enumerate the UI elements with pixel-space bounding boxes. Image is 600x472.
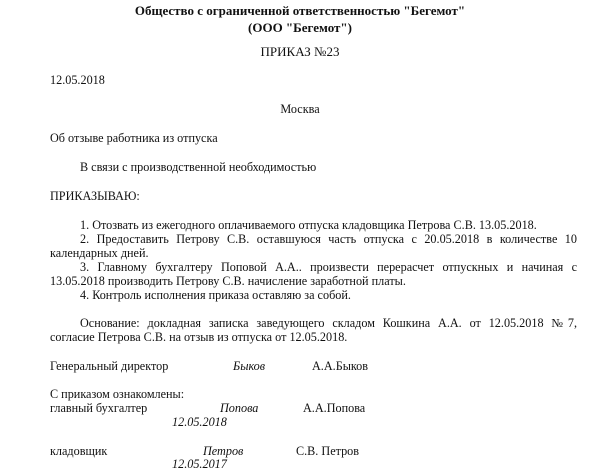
order-item-1: 1. Отозвать из ежегодного оплачиваемого отпуска кладовщика Петрова С.В. 13.05.2018.: [80, 218, 537, 232]
order-basis-line-2: согласие Петрова С.В. на отзыв из отпуска от 12.05.2018.: [50, 330, 348, 344]
storekeeper-date: 12.05.2017: [172, 457, 227, 471]
storekeeper-signature: Петров: [203, 444, 244, 458]
director-signature: Быков: [233, 359, 266, 373]
order-item-2-line-1: 2. Предоставить Петрову С.В. оставшуюся часть отпуска с 20.05.2018 в количестве 10: [80, 232, 577, 246]
accountant-date: 12.05.2018: [172, 415, 227, 429]
order-item-3-line-1: 3. Главному бухгалтеру Поповой А.А.. произвести перерасчет отпускных и начиная с: [80, 260, 577, 274]
accountant-name: А.А.Попова: [303, 401, 366, 415]
order-city: Москва: [280, 102, 320, 116]
organization-short-name: (ООО "Бегемот"): [248, 20, 352, 35]
order-subject: Об отзыве работника из отпуска: [50, 131, 218, 145]
accountant-title: главный бухгалтер: [50, 401, 148, 415]
order-directive-word: ПРИКАЗЫВАЮ:: [50, 189, 140, 203]
director-title: Генеральный директор: [50, 359, 169, 373]
order-item-3-line-2: 13.05.2018 производить Петрову С.В. начисление заработной платы.: [50, 274, 406, 288]
order-basis-line-1: Основание: докладная записка заведующего складом Кошкина А.А. от 12.05.2018 №7,: [80, 316, 577, 330]
order-reason: В связи с производственной необходимостью: [80, 160, 317, 174]
order-item-4: 4. Контроль исполнения приказа оставляю за собой.: [80, 288, 351, 302]
storekeeper-title: кладовщик: [50, 444, 108, 458]
organization-name: Общество с ограниченной ответственностью "Бегемот": [134, 3, 466, 18]
director-name: А.А.Быков: [312, 359, 369, 373]
accountant-signature: Попова: [220, 401, 259, 415]
order-item-2-line-2: календарных дней.: [50, 246, 149, 260]
storekeeper-name: С.В. Петров: [296, 444, 360, 458]
acquainted-heading: С приказом ознакомлены:: [50, 387, 185, 401]
order-title: ПРИКАЗ №23: [260, 44, 340, 59]
order-date: 12.05.2018: [50, 73, 105, 87]
